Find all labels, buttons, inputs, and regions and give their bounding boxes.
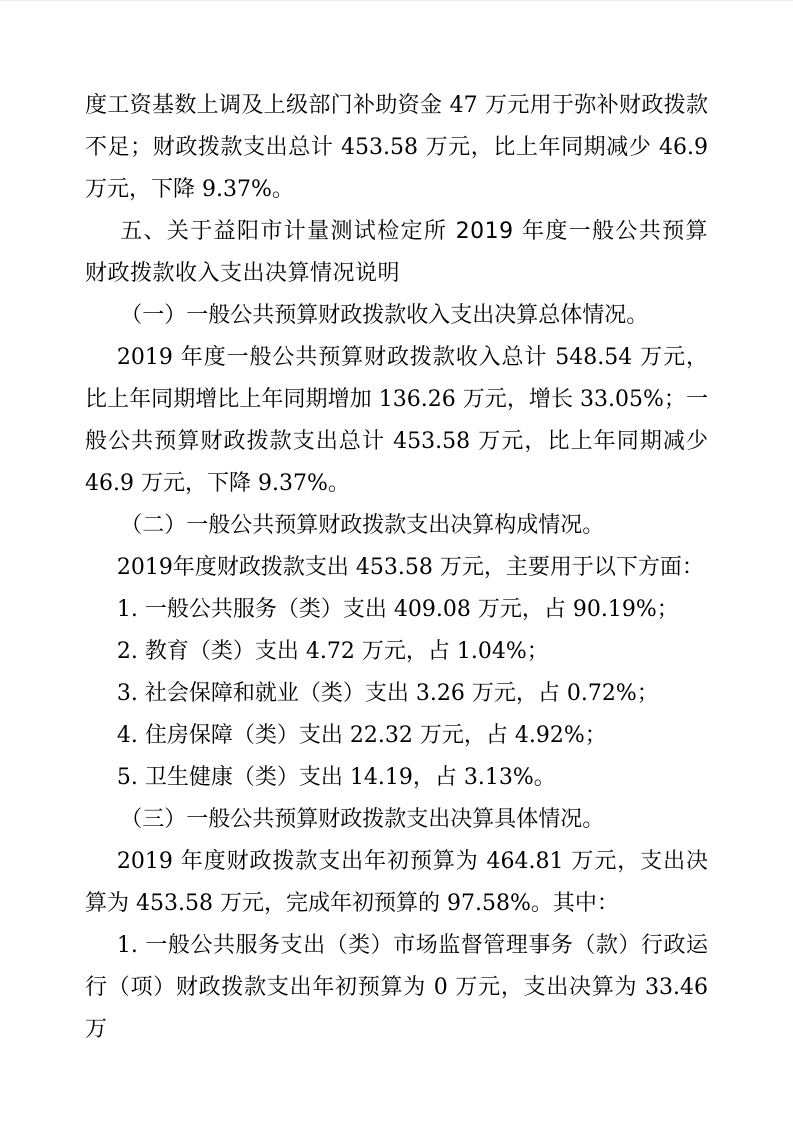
subsection-2-intro-paragraph: 2019年度财政拨款支出 453.58 万元，主要用于以下方面： <box>116 555 704 580</box>
document-content <box>85 85 708 1051</box>
carryover-paragraph: 度工资基数上调及上级部门补助资金 47 万元用于弥补财政拨款不足；财政拨款支出总计 453.58 万元，比上年同期减少 46.9 万元，下降 9.37%。 <box>85 93 708 202</box>
expenditure-item-general-public-services: 1. 一般公共服务（类）支出 409.08 万元，占 90.19%； <box>116 597 679 622</box>
subsection-3-paragraph-detail: 1. 一般公共服务支出（类）市场监督管理事务（款）行政运行（项）财政拨款支出年初预算为 0 万元，支出决算为 33.46 万 <box>85 933 708 1042</box>
section-5-heading: 五、关于益阳市计量测试检定所 2019 年度一般公共预算财政拨款收入支出决算情况说明 <box>85 219 708 286</box>
subsection-1-heading: （一）一般公共预算财政拨款收入支出决算总体情况。 <box>120 303 649 328</box>
expenditure-item-social-security: 3. 社会保障和就业（类）支出 3.26 万元，占 0.72%； <box>116 681 659 706</box>
subsection-3-paragraph-summary: 2019 年度财政拨款支出年初预算为 464.81 万元，支出决算为 453.58 万元，完成年初预算的 97.58%。其中： <box>85 849 708 916</box>
subsection-3-heading: （三）一般公共预算财政拨款支出决算具体情况。 <box>120 807 605 832</box>
subsection-1-paragraph: 2019 年度一般公共预算财政拨款收入总计 548.54 万元，比上年同期增比上年同期增加 136.26 万元，增长 33.05%；一般公共预算财政拨款支出总计 453.58 万元，比上年同期减少 46.9 万元，下降 9.37%。 <box>85 345 708 496</box>
expenditure-item-health: 5. 卫生健康（类）支出 14.19，占 3.13%。 <box>116 765 556 790</box>
subsection-2-heading: （二）一般公共预算财政拨款支出决算构成情况。 <box>120 513 605 538</box>
expenditure-item-housing-security: 4. 住房保障（类）支出 22.32 万元，占 4.92%； <box>116 723 607 748</box>
expenditure-item-education: 2. 教育（类）支出 4.72 万元，占 1.04%； <box>116 639 549 664</box>
